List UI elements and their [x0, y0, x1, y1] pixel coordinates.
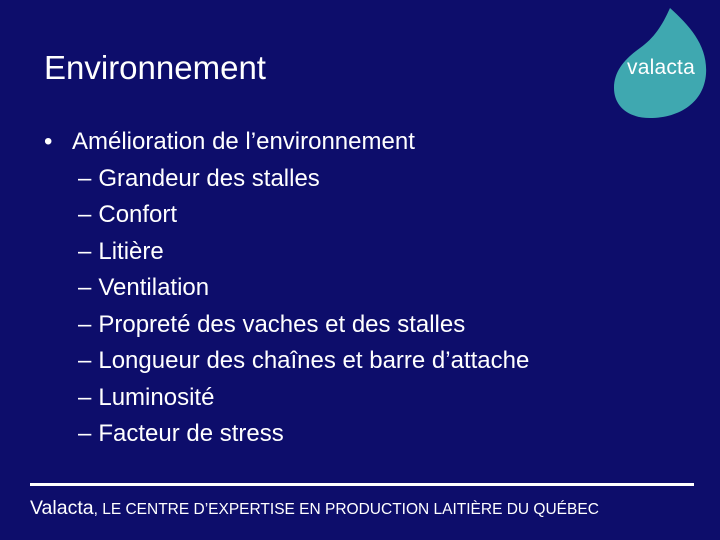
sub-bullet-list: [44, 161, 704, 453]
sub-bullet-item: [78, 234, 704, 271]
sub-bullet-item: [78, 161, 704, 198]
dash-marker: –: [78, 420, 92, 447]
sub-bullet-text: Grandeur des stalles: [98, 164, 320, 192]
sub-bullet-text: Longueur des chaînes et barre d’attache: [98, 347, 530, 374]
slide-content: [44, 124, 704, 453]
footer-tagline: , LE CENTRE D’EXPERTISE EN PRODUCTION LAITIÈRE DU QUÉBEC: [93, 501, 599, 518]
bullet-marker: •: [44, 128, 53, 155]
logo-text: valacta: [627, 56, 695, 79]
sub-bullet-item: [78, 380, 704, 417]
sub-bullet-text: Facteur de stress: [98, 420, 284, 447]
footer-divider: [30, 483, 694, 486]
slide-title: Environnement: [44, 49, 266, 86]
sub-bullet-item: [78, 197, 704, 234]
bullet-text: Amélioration de l’environnement: [72, 128, 415, 155]
dash-marker: –: [78, 164, 92, 192]
sub-bullet-item: [78, 270, 704, 307]
sub-bullet-text: Ventilation: [98, 274, 210, 301]
sub-bullet-item: [78, 416, 704, 453]
dash-marker: –: [78, 347, 92, 374]
dash-marker: –: [78, 310, 92, 338]
dash-marker: –: [78, 274, 92, 301]
footer-brand: Valacta: [30, 497, 94, 519]
footer: [30, 497, 599, 520]
sub-bullet-text: Confort: [98, 201, 178, 228]
sub-bullet-text: Luminosité: [98, 383, 215, 411]
sub-bullet-item: [78, 343, 704, 380]
dash-marker: –: [78, 383, 92, 411]
sub-bullet-text: Propreté des vaches et des stalles: [98, 310, 466, 338]
bullet-item: [44, 124, 704, 161]
valacta-logo: [610, 6, 712, 120]
dash-marker: –: [78, 201, 92, 228]
sub-bullet-text: Litière: [98, 237, 164, 265]
dash-marker: –: [78, 237, 92, 265]
sub-bullet-item: [78, 307, 704, 344]
